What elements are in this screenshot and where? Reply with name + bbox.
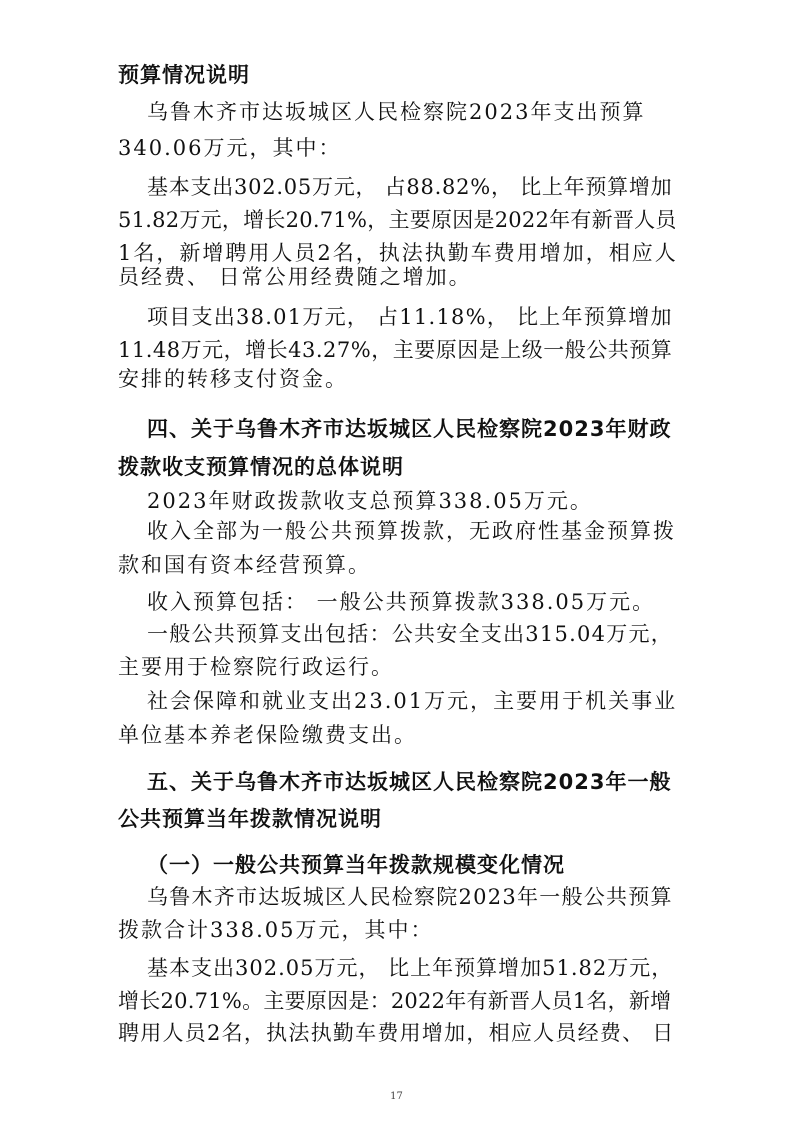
heading-4-line2: 拨款收支预算情况的总体说明 [118, 455, 404, 479]
section-title: 预算情况说明 [118, 63, 250, 87]
p9-line1: 乌鲁木齐市达坂城区人民检察院2023年一般公共预算 [147, 885, 673, 909]
p5-line1: 收入全部为一般公共预算拨款，无政府性基金预算拨 [147, 519, 676, 543]
p8-line1: 社会保障和就业支出23.01万元，主要用于机关事业 [147, 689, 678, 713]
p2-line2: 51.82万元，增长20.71%，主要原因是2022年有新晋人员 [118, 208, 677, 232]
p1-line2: 340.06万元，其中： [118, 136, 342, 160]
p5-line2: 款和国有资本经营预算。 [118, 553, 371, 577]
p2-line4: 员经费、 日常公用经费随之增加。 [118, 265, 472, 289]
p4-line1: 2023年财政拨款收支总预算338.05万元。 [147, 489, 593, 513]
p8-line2: 单位基本养老保险缴费支出。 [118, 723, 417, 747]
p1-line1: 乌鲁木齐市达坂城区人民检察院2023年支出预算 [147, 100, 646, 124]
heading-4-line1: 四、关于乌鲁木齐市达坂城区人民检察院2023年财政 [147, 417, 672, 441]
p3-line3: 安排的转移支付资金。 [118, 367, 348, 391]
heading-5-line2: 公共预算当年拨款情况说明 [118, 807, 382, 831]
subheading-1: （一）一般公共预算当年拨款规模变化情况 [147, 853, 565, 877]
p10-line3: 聘用人员2名，执法执勤车费用增加，相应人员经费、 日 [118, 1021, 675, 1045]
p2-line3: 1名，新增聘用人员2名，执法执勤车费用增加，相应人 [118, 241, 678, 265]
p2-line1: 基本支出302.05万元， 占88.82%， 比上年预算增加 [147, 175, 673, 199]
p3-line1: 项目支出38.01万元， 占11.18%， 比上年预算增加 [147, 305, 673, 329]
heading-5-line1: 五、关于乌鲁木齐市达坂城区人民检察院2023年一般 [147, 770, 672, 794]
p9-line2: 拨款合计338.05万元，其中： [118, 918, 434, 942]
p10-line2: 增长20.71%。主要原因是：2022年有新晋人员1名，新增 [118, 989, 672, 1013]
p7-line1: 一般公共预算支出包括：公共安全支出315.04万元， [147, 622, 673, 646]
page-number: 17 [390, 1091, 403, 1102]
p7-line2: 主要用于检察院行政运行。 [118, 655, 394, 679]
p10-line1: 基本支出302.05万元， 比上年预算增加51.82万元， [147, 956, 674, 980]
p6-line1: 收入预算包括： 一般公共预算拨款338.05万元。 [147, 590, 656, 614]
p3-line2: 11.48万元，增长43.27%，主要原因是上级一般公共预算 [118, 338, 673, 362]
